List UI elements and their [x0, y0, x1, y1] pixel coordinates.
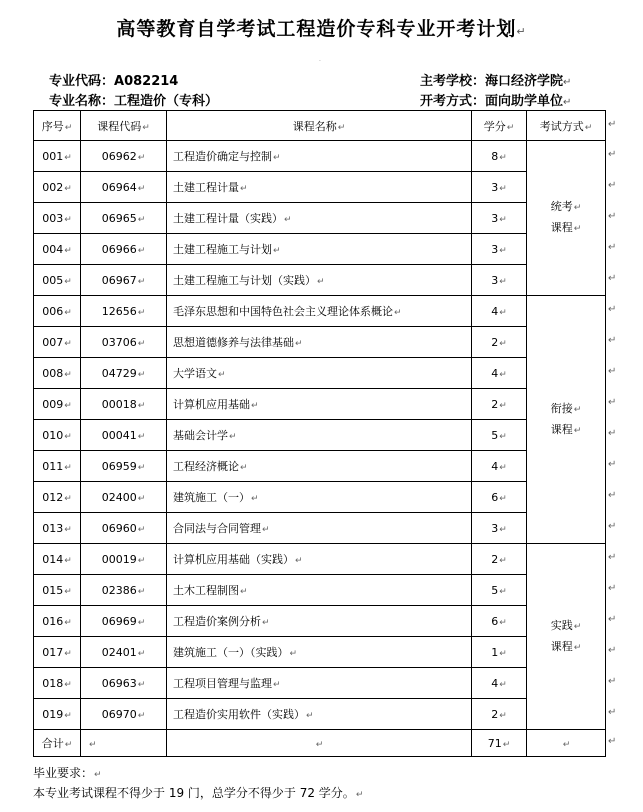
- course-no: 005↵: [34, 265, 81, 296]
- course-name: 土建工程施工与计划↵: [167, 234, 472, 265]
- course-code: 06964↵: [81, 172, 167, 203]
- course-name: 毛泽东思想和中国特色社会主义理论体系概论↵: [167, 296, 472, 327]
- course-credit: 3↵: [472, 234, 527, 265]
- course-no: 003↵: [34, 203, 81, 234]
- course-credit: 6↵: [472, 606, 527, 637]
- table-row: [34, 482, 606, 513]
- course-no: 014↵: [34, 544, 81, 575]
- table-row: [34, 606, 606, 637]
- table-row: [34, 575, 606, 606]
- table-row: [34, 513, 606, 544]
- course-name: 工程造价案例分析↵: [167, 606, 472, 637]
- course-credit: 8↵: [472, 141, 527, 172]
- course-credit: 6↵: [472, 482, 527, 513]
- table-row: [34, 699, 606, 730]
- table-row: [34, 668, 606, 699]
- row-end-mark: ↵: [608, 211, 617, 222]
- course-no: 015↵: [34, 575, 81, 606]
- course-credit: 5↵: [472, 420, 527, 451]
- course-name: 建筑施工（一）（实践）↵: [167, 637, 472, 668]
- exam-type-group: 统考↵ 课程↵: [527, 141, 606, 296]
- course-code: 06963↵: [81, 668, 167, 699]
- course-code: 06960↵: [81, 513, 167, 544]
- header-exam: 考试方式↵: [527, 111, 606, 141]
- row-end-mark: ↵: [608, 676, 617, 687]
- course-code: 12656↵: [81, 296, 167, 327]
- course-name: 合同法与合同管理↵: [167, 513, 472, 544]
- table-row: [34, 296, 606, 327]
- course-credit: 1↵: [472, 637, 527, 668]
- course-credit: 2↵: [472, 544, 527, 575]
- course-code: 00018↵: [81, 389, 167, 420]
- row-end-mark: ↵: [608, 459, 617, 470]
- row-end-mark: ↵: [608, 149, 617, 160]
- course-credit: 2↵: [472, 327, 527, 358]
- row-end-mark: ↵: [608, 304, 617, 315]
- host-school: 主考学校：海口经济学院↵: [420, 74, 572, 89]
- table-header-row: [34, 111, 606, 141]
- course-credit: 3↵: [472, 172, 527, 203]
- course-no: 016↵: [34, 606, 81, 637]
- requirements-text: 本专业考试课程不得少于 19 门，总学分不得少于 72 学分。↵: [33, 786, 364, 800]
- course-credit: 3↵: [472, 513, 527, 544]
- major-name: 专业名称：工程造价（专科）: [49, 94, 219, 109]
- header-name: 课程名称↵: [167, 111, 472, 141]
- course-name: 土建工程计量（实践）↵: [167, 203, 472, 234]
- course-no: 007↵: [34, 327, 81, 358]
- row-end-mark: ↵: [608, 614, 617, 625]
- row-end-mark: ↵: [608, 583, 617, 594]
- course-no: 018↵: [34, 668, 81, 699]
- total-row: [34, 730, 606, 757]
- row-end-mark: ↵: [608, 707, 617, 718]
- exam-type-group: 实践↵ 课程↵: [527, 544, 606, 730]
- row-end-mark: ↵: [608, 552, 617, 563]
- course-credit: 2↵: [472, 389, 527, 420]
- course-name: 计算机应用基础（实践）↵: [167, 544, 472, 575]
- exam-mode: 开考方式：面向助学单位↵: [420, 94, 572, 109]
- table-row: [34, 203, 606, 234]
- paragraph-mark: ↵: [516, 25, 527, 38]
- course-no: 017↵: [34, 637, 81, 668]
- course-no: 008↵: [34, 358, 81, 389]
- course-name: 建筑施工（一）↵: [167, 482, 472, 513]
- course-credit: 5↵: [472, 575, 527, 606]
- row-end-mark: ↵: [608, 645, 617, 656]
- paragraph-mark: ·: [319, 58, 321, 65]
- row-end-mark: ↵: [608, 180, 617, 191]
- course-code: 06966↵: [81, 234, 167, 265]
- total-name-cell: ↵: [167, 730, 472, 757]
- course-code: 06965↵: [81, 203, 167, 234]
- course-code: 00041↵: [81, 420, 167, 451]
- course-code: 06969↵: [81, 606, 167, 637]
- course-code: 00019↵: [81, 544, 167, 575]
- requirements-title: 毕业要求：↵: [33, 766, 102, 780]
- course-no: 012↵: [34, 482, 81, 513]
- table-row: [34, 451, 606, 482]
- course-no: 011↵: [34, 451, 81, 482]
- row-end-mark: ↵: [608, 242, 617, 253]
- course-name: 大学语文↵: [167, 358, 472, 389]
- course-code: 04729↵: [81, 358, 167, 389]
- course-name: 土建工程计量↵: [167, 172, 472, 203]
- course-code: 06962↵: [81, 141, 167, 172]
- table-row: [34, 389, 606, 420]
- course-code: 06967↵: [81, 265, 167, 296]
- table-row: [34, 327, 606, 358]
- row-end-mark: ↵: [608, 397, 617, 408]
- row-end-mark: ↵: [608, 335, 617, 346]
- course-credit: 3↵: [472, 265, 527, 296]
- course-code: 02401↵: [81, 637, 167, 668]
- course-table: [33, 110, 606, 757]
- row-end-mark: ↵: [608, 736, 617, 747]
- course-credit: 4↵: [472, 358, 527, 389]
- row-end-mark: ↵: [608, 428, 617, 439]
- course-code: 02400↵: [81, 482, 167, 513]
- table-row: [34, 265, 606, 296]
- total-code-cell: ↵: [81, 730, 167, 757]
- course-name: 工程项目管理与监理↵: [167, 668, 472, 699]
- table-row: [34, 172, 606, 203]
- course-code: 06959↵: [81, 451, 167, 482]
- course-code: 03706↵: [81, 327, 167, 358]
- course-no: 004↵: [34, 234, 81, 265]
- row-end-mark: ↵: [608, 490, 617, 501]
- course-name: 工程造价确定与控制↵: [167, 141, 472, 172]
- course-credit: 4↵: [472, 451, 527, 482]
- course-name: 土建工程施工与计划（实践）↵: [167, 265, 472, 296]
- total-label: 合计↵: [34, 730, 81, 757]
- header-credit: 学分↵: [472, 111, 527, 141]
- document-title: 高等教育自学考试工程造价专科专业开考计划↵: [116, 18, 527, 40]
- row-end-mark: ↵: [608, 118, 617, 130]
- course-name: 计算机应用基础↵: [167, 389, 472, 420]
- course-no: 019↵: [34, 699, 81, 730]
- header-no: 序号↵: [34, 111, 81, 141]
- table-row: [34, 141, 606, 172]
- course-no: 010↵: [34, 420, 81, 451]
- course-no: 006↵: [34, 296, 81, 327]
- table-row: [34, 420, 606, 451]
- course-name: 工程经济概论↵: [167, 451, 472, 482]
- table-row: [34, 544, 606, 575]
- table-row: [34, 234, 606, 265]
- course-name: 工程造价实用软件（实践）↵: [167, 699, 472, 730]
- course-no: 009↵: [34, 389, 81, 420]
- course-credit: 3↵: [472, 203, 527, 234]
- course-code: 06970↵: [81, 699, 167, 730]
- total-exam-cell: ↵: [527, 730, 606, 757]
- major-code: 专业代码：A082214: [49, 74, 179, 89]
- row-end-mark: ↵: [608, 366, 617, 377]
- course-code: 02386↵: [81, 575, 167, 606]
- course-no: 013↵: [34, 513, 81, 544]
- table-row: [34, 637, 606, 668]
- table-row: [34, 358, 606, 389]
- header-code: 课程代码↵: [81, 111, 167, 141]
- course-name: 土木工程制图↵: [167, 575, 472, 606]
- course-no: 002↵: [34, 172, 81, 203]
- course-credit: 4↵: [472, 296, 527, 327]
- course-no: 001↵: [34, 141, 81, 172]
- row-end-mark: ↵: [608, 521, 617, 532]
- row-end-mark: ↵: [608, 273, 617, 284]
- course-name: 思想道德修养与法律基础↵: [167, 327, 472, 358]
- total-credit: 71↵: [472, 730, 527, 757]
- course-name: 基础会计学↵: [167, 420, 472, 451]
- exam-type-group: 衔接↵ 课程↵: [527, 296, 606, 544]
- course-credit: 4↵: [472, 668, 527, 699]
- course-credit: 2↵: [472, 699, 527, 730]
